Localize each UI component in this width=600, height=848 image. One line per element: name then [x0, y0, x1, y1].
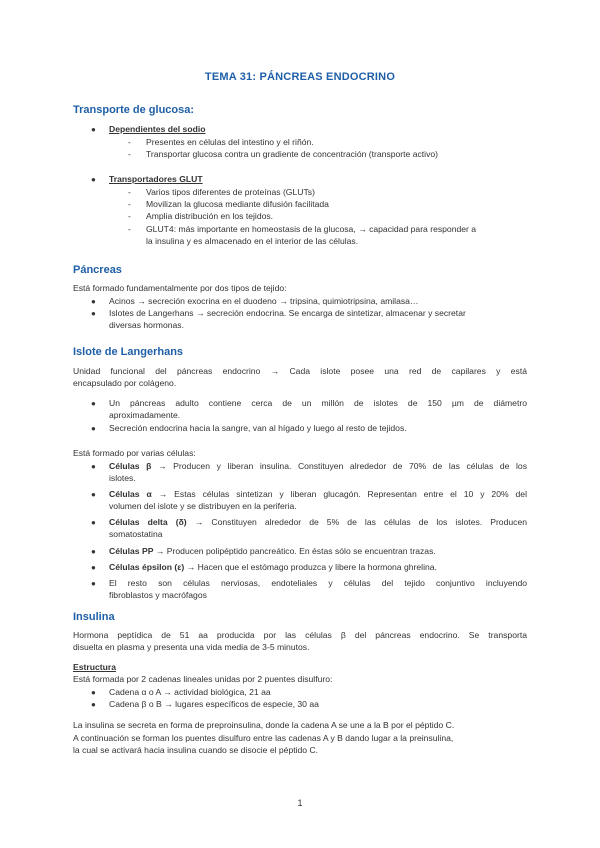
list-item: GLUT4: más importante en homeostasis de la glucosa, → capacidad para responder a [146, 224, 477, 234]
list-item-continuation: fibroblastos y macrófagos [109, 590, 207, 600]
page-number: 1 [297, 798, 303, 808]
bullet-icon: ● [91, 518, 96, 527]
cell-type-pp [109, 546, 436, 557]
list-item: Varios tipos diferentes de proteínas (GLUTs) [146, 187, 315, 197]
list-item: Acinos → secreción exocrina en el duodeno → tripsina, quimiotripsina, amilasa… [109, 296, 419, 306]
cell-type-text: → Producen polipéptido pancreático. En éstas sólo se encuentran trazas. [153, 546, 436, 556]
list-item: El resto son células nerviosas, endoteliales y células del tejido conjuntivo incluyendo [109, 578, 527, 588]
bullet-icon: ● [91, 700, 96, 709]
bullet-icon: ● [91, 563, 96, 572]
dash-icon: - [128, 211, 131, 221]
section-heading-islote: Islote de Langerhans [73, 346, 184, 358]
subheading-estructura: Estructura [73, 662, 116, 672]
paragraph: Está formado fundamentalmente por dos tipos de tejido: [73, 283, 287, 293]
dash-icon: - [128, 224, 131, 234]
list-item: Transportar glucosa contra un gradiente de concentración (transporte activo) [146, 149, 439, 159]
list-item: Presentes en células del intestino y el riñón. [146, 137, 314, 147]
list-item: Movilizan la glucosa mediante difusión facilitada [146, 199, 329, 209]
cell-type-delta [109, 517, 527, 528]
bullet-icon: ● [91, 490, 96, 499]
bullet-icon: ● [91, 547, 96, 556]
page-title: TEMA 31: PÁNCREAS ENDOCRINO [204, 71, 396, 83]
cell-type-text: → Hacen que el estómago produzca y libere la hormona ghrelina. [184, 562, 437, 572]
bullet-icon: ● [91, 125, 96, 134]
paragraph-continuation: la cual se activará hacia insulina cuando se disocie el péptido C. [73, 745, 319, 755]
dash-icon: - [128, 149, 131, 159]
bullet-icon: ● [91, 309, 96, 318]
dash-icon: - [128, 187, 131, 197]
list-item-continuation: diversas hormonas. [109, 320, 184, 330]
list-item: Un páncreas adulto contiene cerca de un millón de islotes de 150 µm de diámetro [109, 398, 527, 408]
list-item: Secreción endocrina hacia la sangre, van al hígado y luego al resto de tejidos. [109, 423, 407, 433]
paragraph: Hormona peptídica de 51 aa producida por las células β del páncreas endocrino. Se transporta [73, 630, 527, 640]
paragraph-continuation: disuelta en plasma y presenta una vida media de 3-5 minutos. [73, 642, 310, 652]
cell-type-text: → Producen y liberan insulina. Constituyen alrededor de 70% de las células de los [151, 461, 527, 471]
cell-type-alpha [109, 489, 527, 500]
bullet-icon: ● [91, 579, 96, 588]
list-item-continuation: volumen del islote y se distribuyen en la periferia. [109, 501, 297, 511]
paragraph-continuation: A continuación se forman los puentes disulfuro entre las cadenas A y B dando lugar a la preinsulina, [73, 733, 454, 743]
dash-icon: - [128, 199, 131, 209]
group-label-glut: Transportadores GLUT [109, 174, 203, 184]
list-item: Cadena β o B → lugares específicos de especie, 30 aa [109, 699, 319, 709]
dash-icon: - [128, 137, 131, 147]
list-item-continuation: somatostatina [109, 529, 163, 539]
paragraph: Está formado por varias células: [73, 448, 196, 458]
list-item-continuation: aproximadamente. [109, 410, 181, 420]
list-item: Islotes de Langerhans → secreción endocrina. Se encarga de sintetizar, almacenar y secretar [109, 308, 466, 318]
cell-type-beta [109, 461, 527, 472]
paragraph: Unidad funcional del páncreas endocrino → Cada islote posee una red de capilares y está [73, 366, 527, 376]
bullet-icon: ● [91, 297, 96, 306]
paragraph-continuation: encapsulado por colágeno. [73, 378, 177, 388]
section-heading-pancreas: Páncreas [73, 264, 122, 276]
list-item: Amplia distribución en los tejidos. [146, 211, 274, 221]
cell-type-epsilon [109, 562, 437, 573]
group-label-sodio: Dependientes del sodio [109, 124, 206, 134]
list-item: Cadena α o A → actividad biológica, 21 aa [109, 687, 271, 697]
cell-type-label: Células α [109, 489, 152, 499]
bullet-icon: ● [91, 462, 96, 471]
list-item-continuation: la insulina y es almacenado en el interior de las células. [146, 236, 359, 246]
cell-type-text: → Constituyen alrededor de 5% de las células de los islotes. Producen [186, 517, 527, 527]
bullet-icon: ● [91, 424, 96, 433]
cell-type-label: Células épsilon (ε) [109, 562, 185, 572]
cell-type-label: Células delta (δ) [109, 517, 187, 527]
bullet-icon: ● [91, 175, 96, 184]
section-heading-transporte: Transporte de glucosa: [73, 104, 195, 116]
bullet-icon: ● [91, 688, 96, 697]
cell-type-label: Células PP [109, 546, 154, 556]
cell-type-label: Células β [109, 461, 152, 471]
paragraph: Está formada por 2 cadenas lineales unidas por 2 puentes disulfuro: [73, 674, 333, 684]
cell-type-text: → Estas células sintetizan y liberan glucagón. Representan entre el 10 y 20% del [151, 489, 527, 499]
list-item-continuation: islotes. [109, 473, 136, 483]
section-heading-insulina: Insulina [73, 611, 115, 623]
bullet-icon: ● [91, 399, 96, 408]
paragraph: La insulina se secreta en forma de preproinsulina, donde la cadena A se une a la B por el péptido C. [73, 720, 455, 730]
